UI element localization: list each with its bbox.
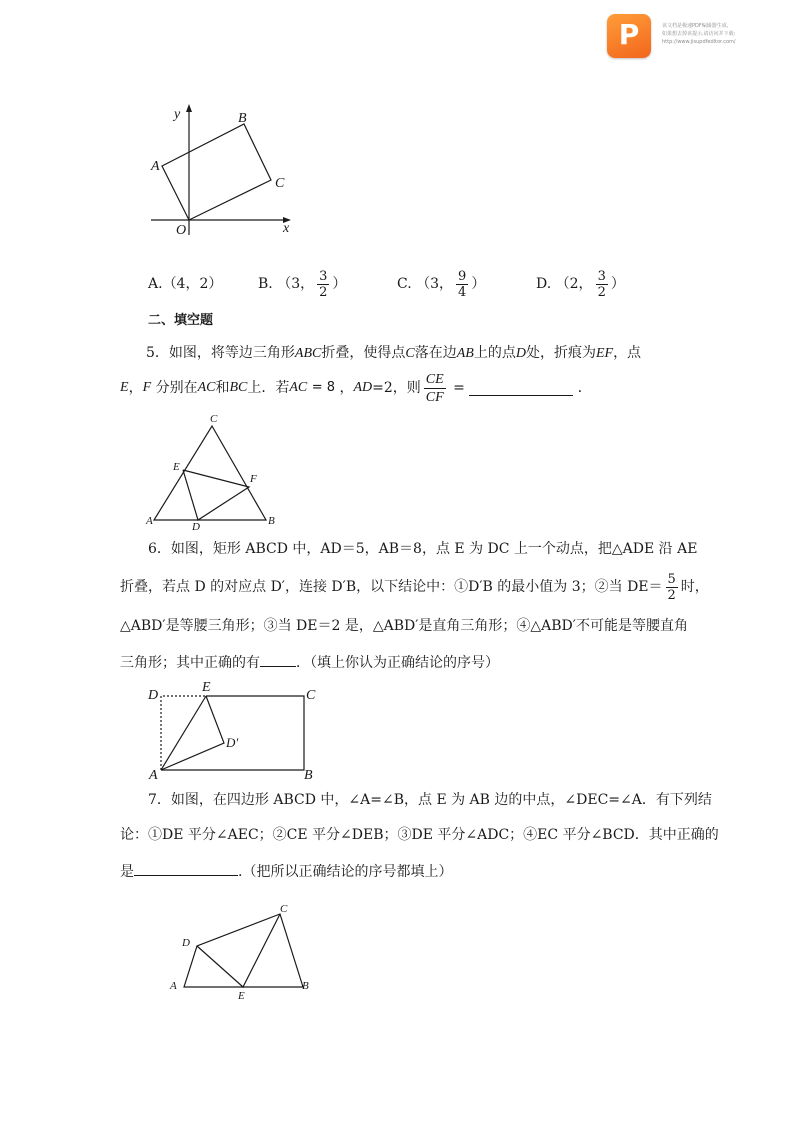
- fraction: [666, 572, 678, 603]
- q4-option-a: [148, 274, 222, 294]
- text: 5．如图，将等边三角形: [146, 345, 295, 361]
- watermark-text: [662, 22, 788, 46]
- math: ABC: [294, 346, 322, 361]
- label-e: E: [173, 461, 180, 473]
- q4-option-c: [397, 266, 485, 302]
- text: 分别在: [155, 380, 198, 396]
- math: AD: [353, 380, 373, 395]
- watermark-line: 如果想去掉该提示,请访问并下载:: [662, 31, 736, 37]
- text: 落在边: [414, 345, 457, 361]
- fraction: [424, 371, 446, 406]
- label-y: y: [174, 107, 181, 122]
- text: 上．若: [247, 380, 290, 396]
- label-a: A: [170, 980, 177, 992]
- fraction-numerator: CE: [425, 371, 444, 387]
- text: .（把所以正确结论的序号都填上）: [238, 864, 453, 880]
- option-pre: （3，: [277, 276, 315, 292]
- answer-blank[interactable]: [134, 861, 238, 876]
- q5-figure: [140, 408, 290, 533]
- label-a: A: [149, 768, 158, 780]
- q7-figure: [160, 898, 330, 1003]
- segments-de-ec: [197, 914, 280, 987]
- label-c: C: [210, 413, 218, 425]
- option-text: （4，2）: [162, 276, 223, 292]
- label-b: B: [304, 768, 313, 780]
- math: D: [515, 346, 526, 361]
- fraction-denominator: 2: [597, 284, 606, 300]
- q6-line2: [120, 567, 709, 607]
- label-d: D: [192, 521, 200, 533]
- q7-line3: [120, 861, 452, 882]
- q4-option-b: [258, 266, 346, 302]
- logo-letter: P: [618, 18, 640, 51]
- fraction-denominator: 4: [458, 284, 467, 300]
- answer-blank[interactable]: [469, 381, 573, 396]
- label-e: E: [238, 990, 245, 1002]
- q6-figure: [140, 680, 330, 780]
- fraction-numerator: 5: [667, 571, 676, 587]
- option-label: C.: [397, 276, 412, 292]
- label-b: B: [238, 111, 247, 126]
- y-axis-arrow: [186, 104, 192, 112]
- text: 上的点: [473, 345, 516, 361]
- option-post: ）: [471, 276, 486, 292]
- q6-line1: 6．如图，矩形 ABCD 中，AD＝5，AB＝8，点 E 为 DC 上一个动点，把△ADE 沿 AE: [148, 541, 698, 557]
- fold-triangle-edf: [183, 470, 249, 520]
- q5-line2: [120, 368, 592, 408]
- label-c: C: [280, 903, 288, 915]
- label-e: E: [202, 680, 211, 695]
- text: 三角形；其中正确的有: [120, 655, 260, 671]
- answer-blank[interactable]: [260, 652, 296, 667]
- folded-triangle: [161, 696, 224, 770]
- fraction-numerator: 3: [597, 268, 606, 284]
- fraction-denominator: 2: [319, 284, 328, 300]
- math: AC: [197, 380, 216, 395]
- label-d: D: [148, 688, 159, 703]
- text: = 8: [311, 380, 335, 395]
- text: 和: [215, 380, 230, 396]
- q5-line1: [146, 343, 641, 364]
- rectangle-oabc: [162, 124, 271, 220]
- fraction: [317, 269, 329, 300]
- q4-figure: [140, 96, 310, 246]
- label-f: F: [250, 473, 257, 485]
- math: AB: [456, 346, 474, 361]
- text: ．（填上你认为正确结论的序号）: [296, 655, 499, 671]
- fraction: [596, 269, 608, 300]
- label-a: A: [151, 159, 160, 174]
- section-title: 二、填空题: [148, 313, 214, 328]
- fraction-denominator: CF: [425, 389, 444, 405]
- label-c: C: [275, 176, 285, 191]
- math: EF: [595, 346, 614, 361]
- label-b: B: [302, 980, 309, 992]
- option-label: B.: [258, 276, 273, 292]
- option-label: A.: [148, 276, 163, 292]
- math: F: [142, 380, 152, 395]
- watermark-line: 该文档是极速PDF编辑器生成,: [662, 23, 729, 29]
- label-c: C: [306, 688, 316, 703]
- text: 是: [120, 864, 134, 880]
- q7-line1: 7．如图，在四边形 ABCD 中，∠A=∠B，点 E 为 AB 边的中点，∠DEC=∠A．有下列结: [148, 792, 712, 808]
- watermark-line: http://www.jisupdfeditor.com/: [662, 39, 736, 45]
- text: =2，则: [372, 380, 421, 396]
- fraction-numerator: 3: [319, 268, 328, 284]
- q7-line2: 论：①DE 平分∠AEC；②CE 平分∠DEB；③DE 平分∠ADC；④EC 平分∠BCD．其中正确的: [120, 827, 719, 843]
- fraction-denominator: 2: [667, 587, 676, 603]
- label-o: O: [176, 223, 187, 238]
- q4-option-d: [536, 266, 625, 302]
- text: ，点: [613, 345, 642, 361]
- text: ，: [339, 380, 354, 396]
- q6-line3: △ABD′是等腰三角形；③当 DE＝2 是，△ABD′是直角三角形；④△ABD′不可能是等腰直角: [120, 618, 688, 634]
- label-a: A: [146, 515, 153, 527]
- label-d-prime: D′: [226, 735, 239, 750]
- text: 折叠，若点 D 的对应点 D′，连接 D′B，以下结论中：①D′B 的最小值为 3；②当 DE＝: [120, 579, 663, 595]
- label-x: x: [283, 221, 290, 236]
- fold-line-ae: [161, 696, 206, 770]
- option-label: D.: [536, 276, 552, 292]
- text: ．: [577, 380, 592, 396]
- rectangle-edges: [161, 696, 304, 770]
- option-post: ）: [610, 276, 625, 292]
- text: 处，折痕为: [525, 345, 596, 361]
- option-pre: （2，: [555, 276, 593, 292]
- text: ，: [128, 380, 143, 396]
- text: 折叠，使得点: [321, 345, 406, 361]
- math: AC: [289, 380, 308, 395]
- option-pre: （3，: [416, 276, 454, 292]
- q6-line4: [120, 652, 499, 673]
- text: 时，: [680, 579, 709, 595]
- math: BC: [229, 380, 248, 395]
- fraction-numerator: 9: [458, 268, 467, 284]
- option-post: ）: [332, 276, 347, 292]
- math: E: [120, 380, 129, 395]
- text: =: [453, 380, 465, 396]
- fraction: [456, 269, 468, 300]
- label-d: D: [182, 937, 190, 949]
- math: C: [405, 346, 415, 361]
- label-b: B: [268, 515, 275, 527]
- pdf-editor-logo: [607, 14, 651, 58]
